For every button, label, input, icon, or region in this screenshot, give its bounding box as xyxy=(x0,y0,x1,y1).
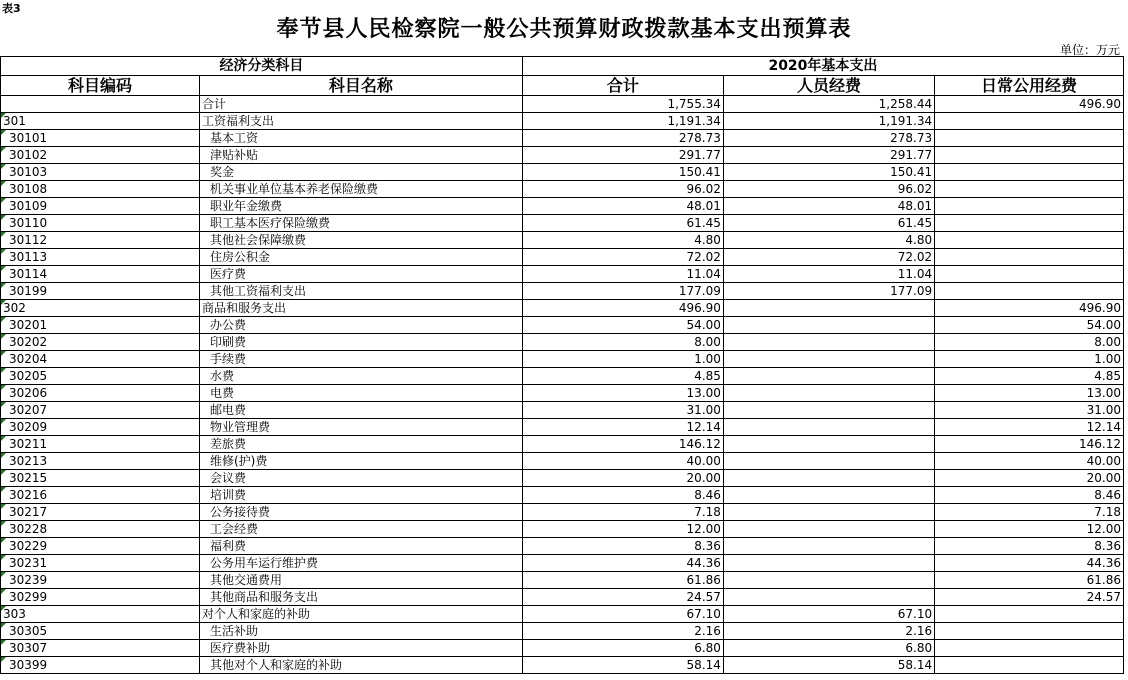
cell-total: 72.02 xyxy=(522,249,723,266)
cell-subject-name: 其他商品和服务支出 xyxy=(200,589,523,606)
cell-subject-name: 差旅费 xyxy=(200,436,523,453)
cell-subject-name: 电费 xyxy=(200,385,523,402)
cell-total: 12.00 xyxy=(522,521,723,538)
cell-subject-code: 301 xyxy=(1,113,200,130)
cell-personnel-expenses: 67.10 xyxy=(723,606,934,623)
table-row xyxy=(1,606,1124,623)
cell-public-expenses: 12.14 xyxy=(935,419,1124,436)
cell-total: 40.00 xyxy=(522,453,723,470)
cell-public-expenses xyxy=(935,113,1124,130)
table-row xyxy=(1,215,1124,232)
header-row-group xyxy=(1,57,1124,76)
budget-sheet xyxy=(0,56,1128,674)
cell-total: 58.14 xyxy=(522,657,723,674)
table-row xyxy=(1,351,1124,368)
table-row xyxy=(1,521,1124,538)
cell-subject-code: 30228 xyxy=(1,521,200,538)
cell-subject-name: 公务用车运行维护费 xyxy=(200,555,523,572)
cell-personnel-expenses xyxy=(723,589,934,606)
cell-public-expenses xyxy=(935,181,1124,198)
cell-subject-name: 水费 xyxy=(200,368,523,385)
table-row xyxy=(1,487,1124,504)
cell-personnel-expenses xyxy=(723,368,934,385)
cell-public-expenses xyxy=(935,249,1124,266)
table-row xyxy=(1,232,1124,249)
cell-total: 61.86 xyxy=(522,572,723,589)
table-row xyxy=(1,334,1124,351)
cell-personnel-expenses xyxy=(723,436,934,453)
header-basic-expenditure-2020: 2020年基本支出 xyxy=(522,57,1123,76)
cell-public-expenses xyxy=(935,640,1124,657)
table-row xyxy=(1,453,1124,470)
cell-personnel-expenses: 61.45 xyxy=(723,215,934,232)
cell-public-expenses: 31.00 xyxy=(935,402,1124,419)
cell-personnel-expenses: 1,258.44 xyxy=(723,96,934,113)
table-number-label: 表3 xyxy=(2,2,21,15)
table-row xyxy=(1,402,1124,419)
cell-public-expenses xyxy=(935,164,1124,181)
cell-public-expenses xyxy=(935,266,1124,283)
header-subject-name: 科目名称 xyxy=(200,76,523,96)
cell-personnel-expenses: 72.02 xyxy=(723,249,934,266)
cell-subject-code: 302 xyxy=(1,300,200,317)
cell-subject-name: 奖金 xyxy=(200,164,523,181)
cell-subject-name: 基本工资 xyxy=(200,130,523,147)
cell-total: 177.09 xyxy=(522,283,723,300)
header-public-expenses: 日常公用经费 xyxy=(935,76,1124,96)
cell-subject-name: 其他交通费用 xyxy=(200,572,523,589)
cell-subject-name: 邮电费 xyxy=(200,402,523,419)
cell-public-expenses: 4.85 xyxy=(935,368,1124,385)
cell-personnel-expenses xyxy=(723,419,934,436)
cell-subject-code: 30101 xyxy=(1,130,200,147)
table-row xyxy=(1,555,1124,572)
cell-personnel-expenses: 177.09 xyxy=(723,283,934,300)
cell-subject-code: 30112 xyxy=(1,232,200,249)
cell-total: 20.00 xyxy=(522,470,723,487)
table-row xyxy=(1,96,1124,113)
cell-personnel-expenses xyxy=(723,504,934,521)
cell-public-expenses: 8.36 xyxy=(935,538,1124,555)
table-row xyxy=(1,623,1124,640)
cell-subject-name: 医疗费 xyxy=(200,266,523,283)
cell-subject-name: 工会经费 xyxy=(200,521,523,538)
cell-subject-name: 福利费 xyxy=(200,538,523,555)
cell-personnel-expenses xyxy=(723,300,934,317)
cell-personnel-expenses: 48.01 xyxy=(723,198,934,215)
cell-subject-code: 30209 xyxy=(1,419,200,436)
table-row xyxy=(1,368,1124,385)
cell-total: 67.10 xyxy=(522,606,723,623)
cell-public-expenses xyxy=(935,147,1124,164)
table-row xyxy=(1,300,1124,317)
cell-subject-code: 30211 xyxy=(1,436,200,453)
cell-subject-code: 30207 xyxy=(1,402,200,419)
cell-total: 4.80 xyxy=(522,232,723,249)
cell-subject-name: 津贴补贴 xyxy=(200,147,523,164)
cell-public-expenses xyxy=(935,198,1124,215)
cell-subject-name: 医疗费补助 xyxy=(200,640,523,657)
cell-public-expenses: 1.00 xyxy=(935,351,1124,368)
cell-public-expenses: 146.12 xyxy=(935,436,1124,453)
cell-total: 2.16 xyxy=(522,623,723,640)
cell-subject-code: 30113 xyxy=(1,249,200,266)
table-row xyxy=(1,470,1124,487)
cell-public-expenses xyxy=(935,623,1124,640)
cell-personnel-expenses xyxy=(723,470,934,487)
cell-subject-name: 生活补助 xyxy=(200,623,523,640)
header-row-columns xyxy=(1,76,1124,96)
cell-subject-code: 30231 xyxy=(1,555,200,572)
table-row xyxy=(1,504,1124,521)
header-personnel-expenses: 人员经费 xyxy=(723,76,934,96)
table-row xyxy=(1,181,1124,198)
table-row xyxy=(1,283,1124,300)
table-row xyxy=(1,266,1124,283)
cell-subject-code: 30110 xyxy=(1,215,200,232)
table-row xyxy=(1,130,1124,147)
table-row xyxy=(1,147,1124,164)
cell-public-expenses: 61.86 xyxy=(935,572,1124,589)
cell-subject-name: 其他工资福利支出 xyxy=(200,283,523,300)
cell-public-expenses xyxy=(935,283,1124,300)
cell-personnel-expenses xyxy=(723,555,934,572)
cell-total: 13.00 xyxy=(522,385,723,402)
cell-public-expenses xyxy=(935,657,1124,674)
cell-public-expenses: 24.57 xyxy=(935,589,1124,606)
table-row xyxy=(1,657,1124,674)
cell-personnel-expenses xyxy=(723,538,934,555)
cell-total: 96.02 xyxy=(522,181,723,198)
cell-subject-code: 30108 xyxy=(1,181,200,198)
cell-personnel-expenses: 11.04 xyxy=(723,266,934,283)
cell-subject-name: 商品和服务支出 xyxy=(200,300,523,317)
cell-personnel-expenses xyxy=(723,351,934,368)
cell-subject-code: 30109 xyxy=(1,198,200,215)
cell-public-expenses: 8.46 xyxy=(935,487,1124,504)
table-body xyxy=(1,96,1124,674)
cell-subject-name: 手续费 xyxy=(200,351,523,368)
cell-subject-code: 30217 xyxy=(1,504,200,521)
cell-public-expenses xyxy=(935,606,1124,623)
cell-total: 61.45 xyxy=(522,215,723,232)
cell-personnel-expenses xyxy=(723,487,934,504)
budget-table xyxy=(0,56,1124,674)
cell-total: 8.36 xyxy=(522,538,723,555)
table-row xyxy=(1,538,1124,555)
cell-total: 496.90 xyxy=(522,300,723,317)
table-row xyxy=(1,419,1124,436)
cell-subject-code: 30201 xyxy=(1,317,200,334)
cell-public-expenses xyxy=(935,130,1124,147)
cell-subject-name: 职业年金缴费 xyxy=(200,198,523,215)
cell-personnel-expenses: 291.77 xyxy=(723,147,934,164)
table-row xyxy=(1,436,1124,453)
cell-total: 12.14 xyxy=(522,419,723,436)
cell-public-expenses: 20.00 xyxy=(935,470,1124,487)
cell-subject-code: 30199 xyxy=(1,283,200,300)
cell-subject-name: 维修(护)费 xyxy=(200,453,523,470)
header-total: 合计 xyxy=(522,76,723,96)
cell-subject-name: 公务接待费 xyxy=(200,504,523,521)
cell-public-expenses: 7.18 xyxy=(935,504,1124,521)
cell-personnel-expenses: 58.14 xyxy=(723,657,934,674)
cell-public-expenses: 54.00 xyxy=(935,317,1124,334)
cell-total: 24.57 xyxy=(522,589,723,606)
header-subject-code: 科目编码 xyxy=(1,76,200,96)
cell-subject-code: 30202 xyxy=(1,334,200,351)
cell-subject-code: 30206 xyxy=(1,385,200,402)
cell-subject-code: 30305 xyxy=(1,623,200,640)
cell-public-expenses xyxy=(935,215,1124,232)
cell-total: 146.12 xyxy=(522,436,723,453)
cell-subject-code xyxy=(1,96,200,113)
cell-personnel-expenses: 150.41 xyxy=(723,164,934,181)
cell-personnel-expenses: 2.16 xyxy=(723,623,934,640)
cell-subject-code: 30229 xyxy=(1,538,200,555)
cell-total: 48.01 xyxy=(522,198,723,215)
table-row xyxy=(1,640,1124,657)
cell-subject-code: 30216 xyxy=(1,487,200,504)
cell-total: 150.41 xyxy=(522,164,723,181)
cell-public-expenses: 40.00 xyxy=(935,453,1124,470)
cell-personnel-expenses: 6.80 xyxy=(723,640,934,657)
cell-subject-name: 印刷费 xyxy=(200,334,523,351)
cell-public-expenses: 12.00 xyxy=(935,521,1124,538)
cell-subject-code: 30205 xyxy=(1,368,200,385)
cell-subject-name: 工资福利支出 xyxy=(200,113,523,130)
cell-subject-code: 30215 xyxy=(1,470,200,487)
cell-total: 1,191.34 xyxy=(522,113,723,130)
cell-subject-name: 会议费 xyxy=(200,470,523,487)
cell-personnel-expenses xyxy=(723,453,934,470)
cell-total: 11.04 xyxy=(522,266,723,283)
cell-total: 6.80 xyxy=(522,640,723,657)
cell-subject-name: 职工基本医疗保险缴费 xyxy=(200,215,523,232)
cell-total: 4.85 xyxy=(522,368,723,385)
cell-personnel-expenses: 1,191.34 xyxy=(723,113,934,130)
cell-total: 1,755.34 xyxy=(522,96,723,113)
table-row xyxy=(1,198,1124,215)
table-row xyxy=(1,113,1124,130)
cell-personnel-expenses xyxy=(723,521,934,538)
cell-subject-code: 30114 xyxy=(1,266,200,283)
cell-personnel-expenses xyxy=(723,334,934,351)
cell-subject-code: 30307 xyxy=(1,640,200,657)
table-row xyxy=(1,385,1124,402)
table-row xyxy=(1,317,1124,334)
cell-subject-name: 办公费 xyxy=(200,317,523,334)
cell-subject-code: 30399 xyxy=(1,657,200,674)
cell-total: 8.00 xyxy=(522,334,723,351)
cell-subject-code: 30239 xyxy=(1,572,200,589)
cell-personnel-expenses xyxy=(723,317,934,334)
cell-total: 1.00 xyxy=(522,351,723,368)
cell-personnel-expenses xyxy=(723,402,934,419)
cell-subject-name: 住房公积金 xyxy=(200,249,523,266)
cell-public-expenses xyxy=(935,232,1124,249)
table-row xyxy=(1,164,1124,181)
cell-subject-code: 303 xyxy=(1,606,200,623)
cell-subject-name: 对个人和家庭的补助 xyxy=(200,606,523,623)
cell-subject-code: 30204 xyxy=(1,351,200,368)
cell-personnel-expenses xyxy=(723,385,934,402)
cell-public-expenses: 496.90 xyxy=(935,96,1124,113)
cell-total: 8.46 xyxy=(522,487,723,504)
cell-total: 31.00 xyxy=(522,402,723,419)
cell-subject-code: 30213 xyxy=(1,453,200,470)
cell-personnel-expenses: 4.80 xyxy=(723,232,934,249)
cell-subject-name: 机关事业单位基本养老保险缴费 xyxy=(200,181,523,198)
page-title: 奉节县人民检察院一般公共预算财政拨款基本支出预算表 xyxy=(276,17,852,42)
cell-personnel-expenses: 278.73 xyxy=(723,130,934,147)
cell-subject-name: 其他对个人和家庭的补助 xyxy=(200,657,523,674)
cell-total: 7.18 xyxy=(522,504,723,521)
cell-total: 54.00 xyxy=(522,317,723,334)
table-row xyxy=(1,249,1124,266)
cell-total: 44.36 xyxy=(522,555,723,572)
cell-personnel-expenses xyxy=(723,572,934,589)
header-economic-classification: 经济分类科目 xyxy=(1,57,523,76)
cell-public-expenses: 44.36 xyxy=(935,555,1124,572)
cell-subject-name: 其他社会保障缴费 xyxy=(200,232,523,249)
cell-subject-name: 培训费 xyxy=(200,487,523,504)
cell-subject-code: 30299 xyxy=(1,589,200,606)
cell-total: 291.77 xyxy=(522,147,723,164)
cell-public-expenses: 13.00 xyxy=(935,385,1124,402)
cell-public-expenses: 496.90 xyxy=(935,300,1124,317)
cell-subject-code: 30103 xyxy=(1,164,200,181)
cell-personnel-expenses: 96.02 xyxy=(723,181,934,198)
cell-subject-name: 合计 xyxy=(200,96,523,113)
table-row xyxy=(1,589,1124,606)
cell-subject-name: 物业管理费 xyxy=(200,419,523,436)
table-row xyxy=(1,572,1124,589)
unit-label: 单位：万元 xyxy=(1059,43,1120,57)
cell-subject-code: 30102 xyxy=(1,147,200,164)
cell-public-expenses: 8.00 xyxy=(935,334,1124,351)
cell-total: 278.73 xyxy=(522,130,723,147)
